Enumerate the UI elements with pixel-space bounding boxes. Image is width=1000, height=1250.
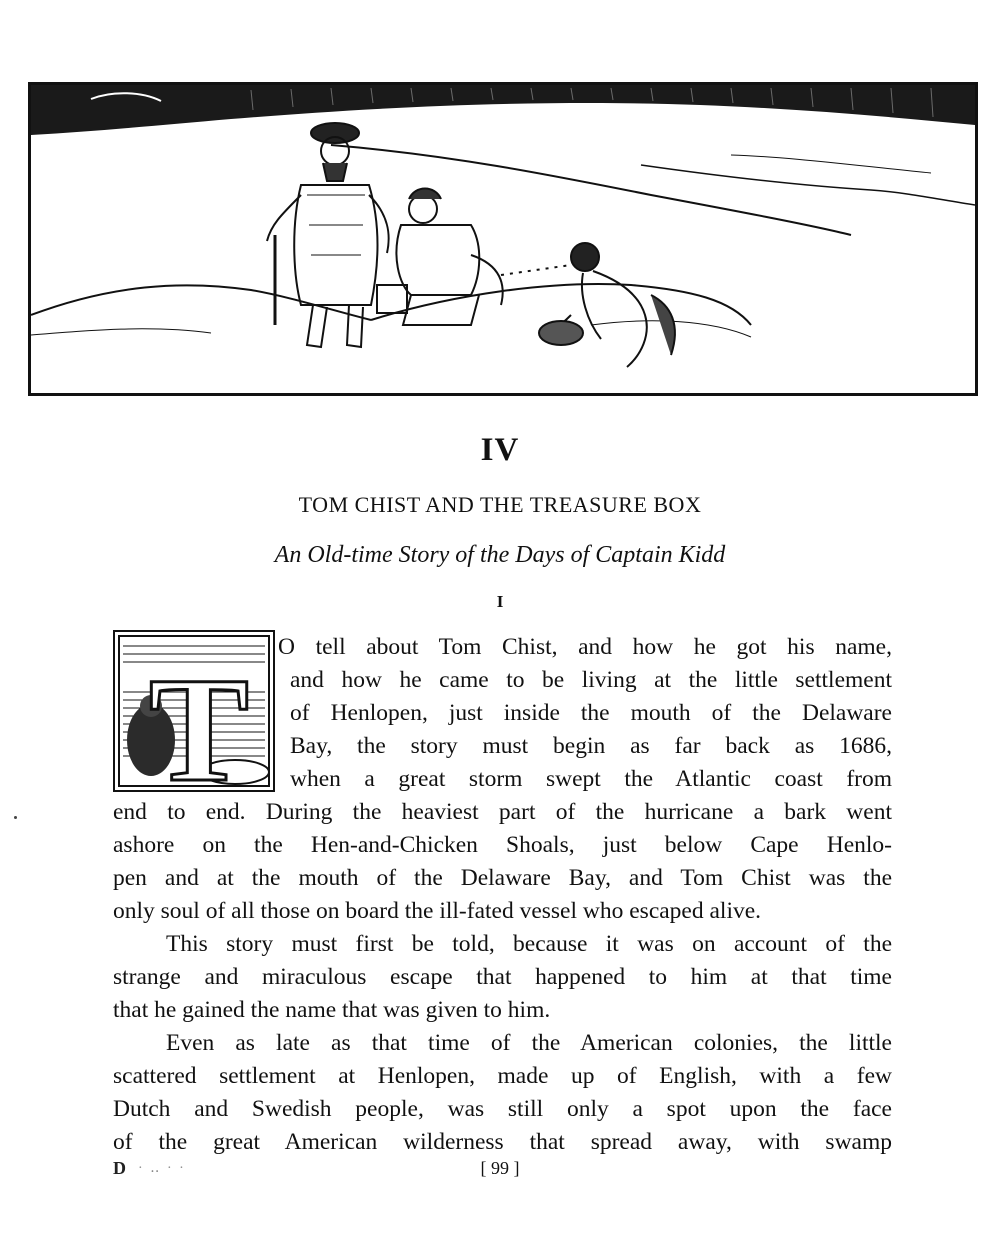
text-line: when a great storm swept the Atlantic coast from: [290, 766, 892, 792]
chapter-subtitle: An Old-time Story of the Days of Captain Kidd: [274, 542, 726, 568]
text-line: scattered settlement at Henlopen, made up of English, with a few: [113, 1063, 892, 1089]
text-line: pen and at the mouth of the Delaware Bay, and Tom Chist was the: [113, 865, 892, 891]
text-line: Bay, the story must begin as far back as 1686,: [290, 733, 892, 759]
text-line: only soul of all those on board the ill-fated vessel who escaped alive.: [113, 898, 762, 924]
text-line: Even as late as that time of the American colonies, the little: [166, 1030, 892, 1056]
scan-speck: [14, 816, 17, 819]
beach-scene-image: [31, 85, 975, 393]
drop-cap-initial: [113, 630, 275, 792]
chapter-number: IV: [480, 432, 520, 468]
scan-noise: · ‥ · ·: [138, 1161, 186, 1176]
page-number: [ 99 ]: [480, 1158, 520, 1178]
header-illustration: [28, 82, 978, 396]
text-line: ashore on the Hen-and-Chicken Shoals, just below Cape Henlo-: [113, 832, 892, 858]
text-line: and how he came to be living at the little settlement: [290, 667, 892, 693]
drop-cap-decoration: [115, 632, 273, 790]
text-line: O tell about Tom Chist, and how he got his name,: [278, 634, 892, 660]
text-line: that he gained the name that was given to him.: [113, 997, 551, 1023]
text-line: Dutch and Swedish people, was still only a spot upon the face: [113, 1096, 892, 1122]
text-line: end to end. During the heaviest part of the hurricane a bark went: [113, 799, 892, 825]
text-line: strange and miraculous escape that happened to him at that time: [113, 964, 892, 990]
signature-mark: D: [113, 1158, 126, 1178]
section-number: I: [496, 592, 504, 611]
text-line: of the great American wilderness that spread away, with swamp: [113, 1129, 892, 1155]
chapter-title: TOM CHIST AND THE TREASURE BOX: [298, 492, 702, 517]
text-line: This story must first be told, because it was on account of the: [166, 931, 892, 957]
drop-cap-letter: T: [148, 647, 250, 790]
text-line: of Henlopen, just inside the mouth of the Delaware: [290, 700, 892, 726]
